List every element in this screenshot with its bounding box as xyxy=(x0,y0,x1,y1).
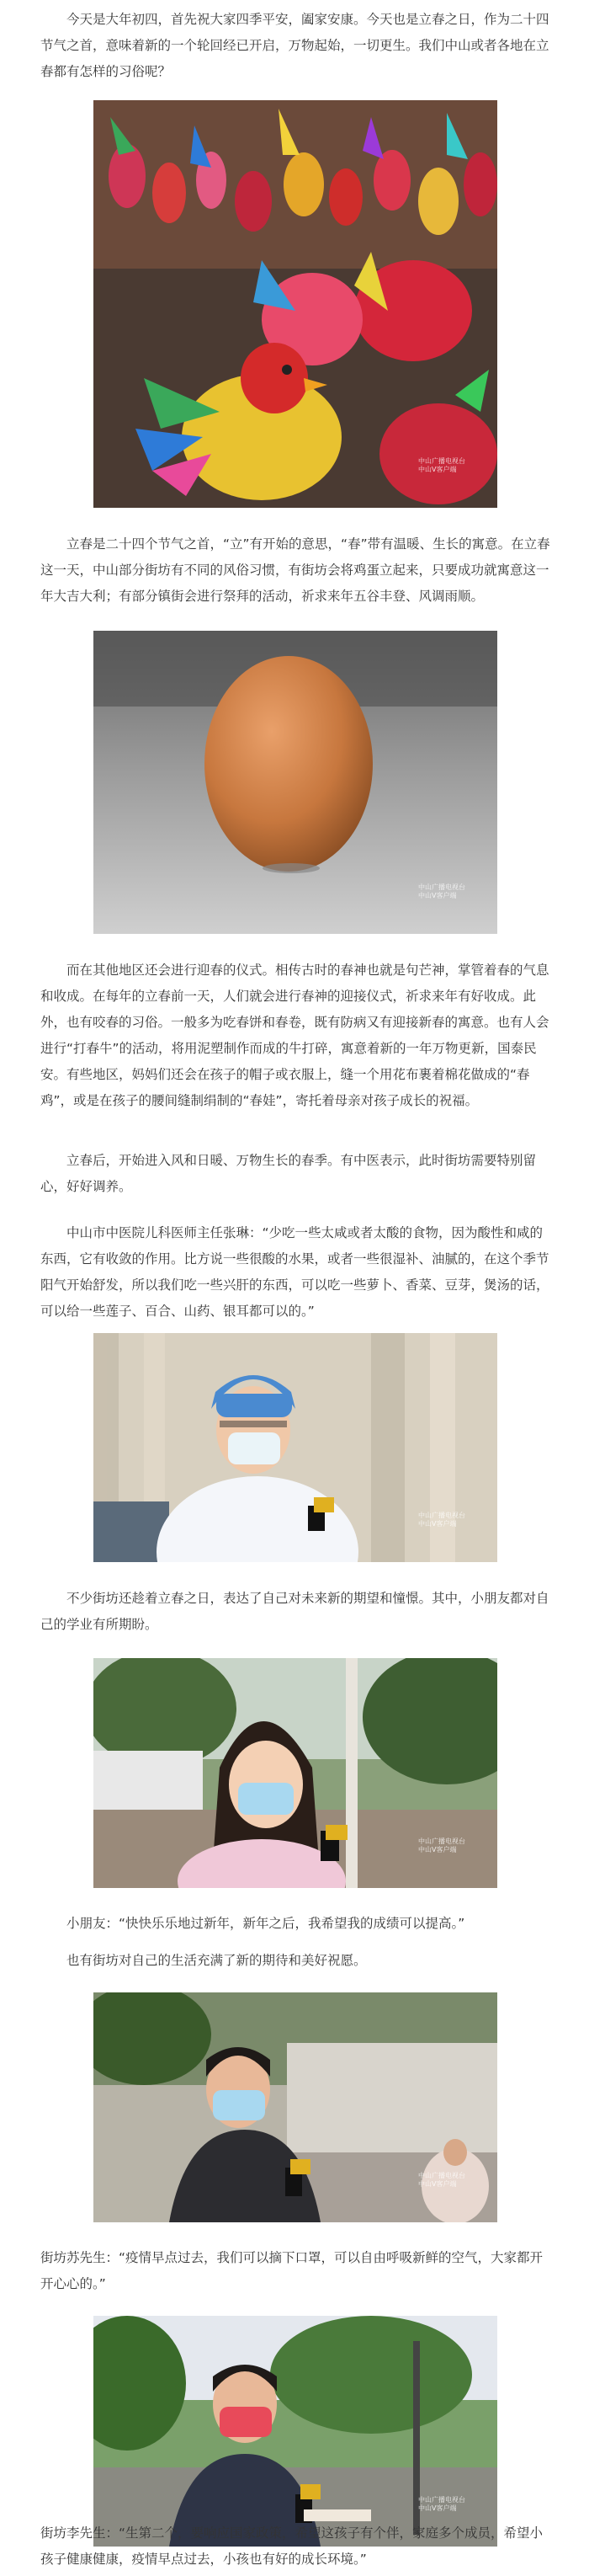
spring-season-paragraph: 立春后，开始进入风和日暖、万物生长的春季。有中医表示，此时街坊需要特别留心，好好调养。 xyxy=(40,1153,537,1194)
watermark: 中山广播电视台 中山V客户端 xyxy=(418,457,465,473)
watermark: 中山广播电视台 中山V客户端 xyxy=(418,883,465,899)
wishes-paragraph: 不少街坊还趁着立春之日，表达了自己对未来新的期望和憧憬。其中，小朋友都对自己的学业有所期盼。 xyxy=(40,1591,549,1632)
watermark: 中山广播电视台 中山V客户端 xyxy=(418,1837,465,1853)
mr-su-quote-paragraph: 街坊苏先生：“疫情早点过去，我们可以摘下口罩，可以自由呼吸新鲜的空气，大家都开开心心的。” xyxy=(40,2250,544,2291)
doctor-quote-paragraph: 中山市中医院儿科医师主任张琳：“少吃一些太咸或者太酸的食物，因为酸性和咸的东西，它有收敛的作用。比方说一些很酸的水果，或者一些很湿补、油腻的，在这个季节阳气开始舒发，所以我们吃一些兴肝的东西，可以吃一些萝卜、香菜、豆芽，煲汤的话，可以给一些莲子、百合、山药、银耳都可以的。” xyxy=(40,1225,549,1319)
intro-paragraph: 今天是大年初四，首先祝大家四季平安，阖家安康。今天也是立春之日，作为二十四节气之首，意味着新的一个轮回经已开启，万物起始，一切更生。我们中山或者各地在立春都有怎样的习俗呢？ xyxy=(40,12,549,79)
mr-li-interview-photo xyxy=(93,2316,497,2547)
resident-wishes-paragraph: 也有街坊对自己的生活充满了新的期待和美好祝愿。 xyxy=(66,1953,367,1968)
standing-egg-photo xyxy=(93,631,497,934)
lichun-paragraph: 立春是二十四个节气之首，“立”有开始的意思，“春”带有温暖、生长的寓意。在立春这一天，中山部分街坊有不同的风俗习惯，有街坊会将鸡蛋立起来，只要成功就寓意这一年大吉大利；有部分镇街会进行祭拜的活动，祈求来年五谷丰登、风调雨顺。 xyxy=(40,536,550,604)
watermark: 中山广播电视台 中山V客户端 xyxy=(418,1512,465,1528)
mr-li-quote-paragraph: 街坊李先生：“生第二个，要响应国家政策，希望这孩子有个伴，家庭多个成员，希望小孩子健康健康，疫情早点过去，小孩也有好的成长环境。” xyxy=(40,2525,544,2567)
customs-paragraph: 而在其他地区还会进行迎春的仪式。相传古时的春神也就是句芒神，掌管着春的气息和收成。在每年的立春前一天，人们就会进行春神的迎接仪式，祈求来年有好收成。此外，也有咬春的习俗。一般多为吃春饼和春卷，既有防病又有迎接新春的寓意。也有人会进行“打春牛”的活动，将用泥塑制作而成的牛打碎，寓意着新的一年万物更新，国泰民安。有些地区，妈妈们还会在孩子的帽子或衣服上，缝一个用花布裹着棉花做成的“春鸡”，或是在孩子的腰间缝制绢制的“春娃”，寄托着母亲对孩子成长的祝福。 xyxy=(40,963,549,1108)
watermark: 中山广播电视台 中山V客户端 xyxy=(418,2496,465,2512)
child-quote-paragraph: 小朋友：“快快乐乐地过新年，新年之后，我希望我的成绩可以提高。” xyxy=(66,1916,465,1931)
mr-su-interview-photo xyxy=(93,1992,497,2222)
child-interview-photo xyxy=(93,1658,497,1888)
doctor-interview-photo xyxy=(93,1333,497,1562)
watermark: 中山广播电视台 中山V客户端 xyxy=(418,2172,465,2188)
cloth-chicken-photo xyxy=(93,100,497,508)
